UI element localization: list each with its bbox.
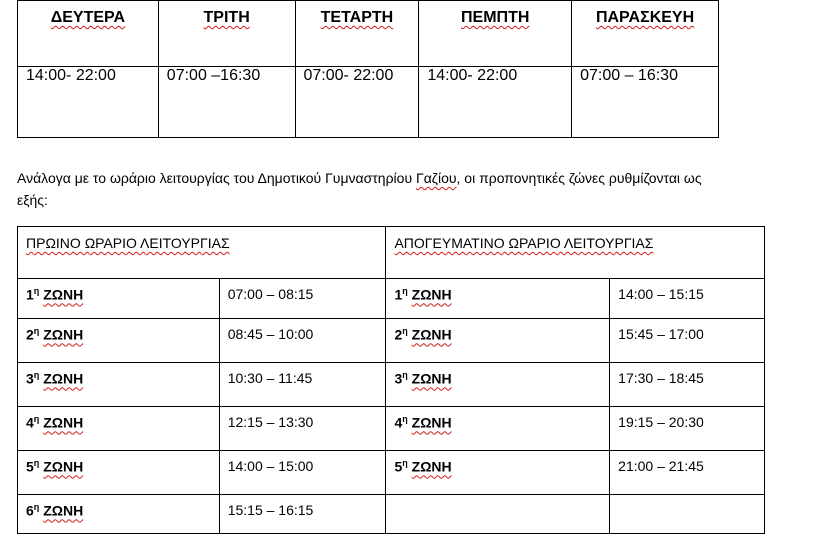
day-header: ΠΕΜΠΤΗ — [419, 1, 572, 67]
empty-cell — [610, 495, 765, 534]
morning-zone-time: 10:30 – 11:45 — [219, 363, 386, 407]
zone-row — [18, 495, 765, 534]
zone-row — [18, 451, 765, 495]
afternoon-zone-label: $3^\eta$ ΖΩΝΗ — [386, 363, 610, 407]
hours-row — [18, 67, 719, 138]
weekly-hours-table — [17, 0, 719, 138]
morning-zone-label: $6^\eta$ ΖΩΝΗ — [18, 495, 220, 534]
afternoon-zone-label: $1^\eta$ ΖΩΝΗ — [386, 279, 610, 319]
intro-paragraph: Ανάλογα με το ωράριο λειτουργίας του Δημοτικού Γυμναστηρίου Γαζίου, οι προπονητικές ζώνες ρυθμίζονται ως εξής: — [17, 170, 702, 208]
morning-zone-time: 08:45 – 10:00 — [219, 319, 386, 363]
afternoon-zone-time: 19:15 – 20:30 — [610, 407, 765, 451]
zone-row — [18, 363, 765, 407]
morning-zone-time: 14:00 – 15:00 — [219, 451, 386, 495]
morning-zone-label: $2^\eta$ ΖΩΝΗ — [18, 319, 220, 363]
place-name: Γαζίου — [416, 170, 457, 186]
morning-zone-label: $1^\eta$ ΖΩΝΗ — [18, 279, 220, 319]
morning-zone-label: $4^\eta$ ΖΩΝΗ — [18, 407, 220, 451]
hours-cell: 07:00 –16:30 — [158, 67, 295, 138]
empty-cell — [386, 495, 610, 534]
morning-zone-label: $5^\eta$ ΖΩΝΗ — [18, 451, 220, 495]
afternoon-zone-time: 15:45 – 17:00 — [610, 319, 765, 363]
hours-cell: 14:00- 22:00 — [18, 67, 159, 138]
morning-zone-label: $3^\eta$ ΖΩΝΗ — [18, 363, 220, 407]
morning-zone-time: 07:00 – 08:15 — [219, 279, 386, 319]
zone-row — [18, 319, 765, 363]
zone-row — [18, 407, 765, 451]
afternoon-zone-label: $5^\eta$ ΖΩΝΗ — [386, 451, 610, 495]
hours-cell: 14:00- 22:00 — [419, 67, 572, 138]
day-header: ΠΑΡΑΣΚΕΥΗ — [572, 1, 719, 67]
day-header: ΤΕΤΑΡΤΗ — [295, 1, 419, 67]
afternoon-zone-label: $4^\eta$ ΖΩΝΗ — [386, 407, 610, 451]
hours-cell: 07:00- 22:00 — [295, 67, 419, 138]
morning-hours-title: ΠΡΩΙΝΟ ΩΡΑΡΙΟ ΛΕΙΤΟΥΡΓΙΑΣ — [18, 227, 386, 279]
training-zones-table — [17, 226, 765, 534]
afternoon-hours-title: ΑΠΟΓΕΥΜΑΤΙΝΟ ΩΡΑΡΙΟ ΛΕΙΤΟΥΡΓΙΑΣ — [386, 227, 765, 279]
days-header-row — [18, 1, 719, 67]
day-header: ΤΡΙΤΗ — [158, 1, 295, 67]
afternoon-zone-time: 21:00 – 21:45 — [610, 451, 765, 495]
zones-header-row — [18, 227, 765, 279]
afternoon-zone-time: 17:30 – 18:45 — [610, 363, 765, 407]
day-header: ΔΕΥΤΕΡΑ — [18, 1, 159, 67]
morning-zone-time: 12:15 – 13:30 — [219, 407, 386, 451]
morning-zone-time: 15:15 – 16:15 — [219, 495, 386, 534]
afternoon-zone-label: $2^\eta$ ΖΩΝΗ — [386, 319, 610, 363]
hours-cell: 07:00 – 16:30 — [572, 67, 719, 138]
afternoon-zone-time: 14:00 – 15:15 — [610, 279, 765, 319]
zone-row — [18, 279, 765, 319]
